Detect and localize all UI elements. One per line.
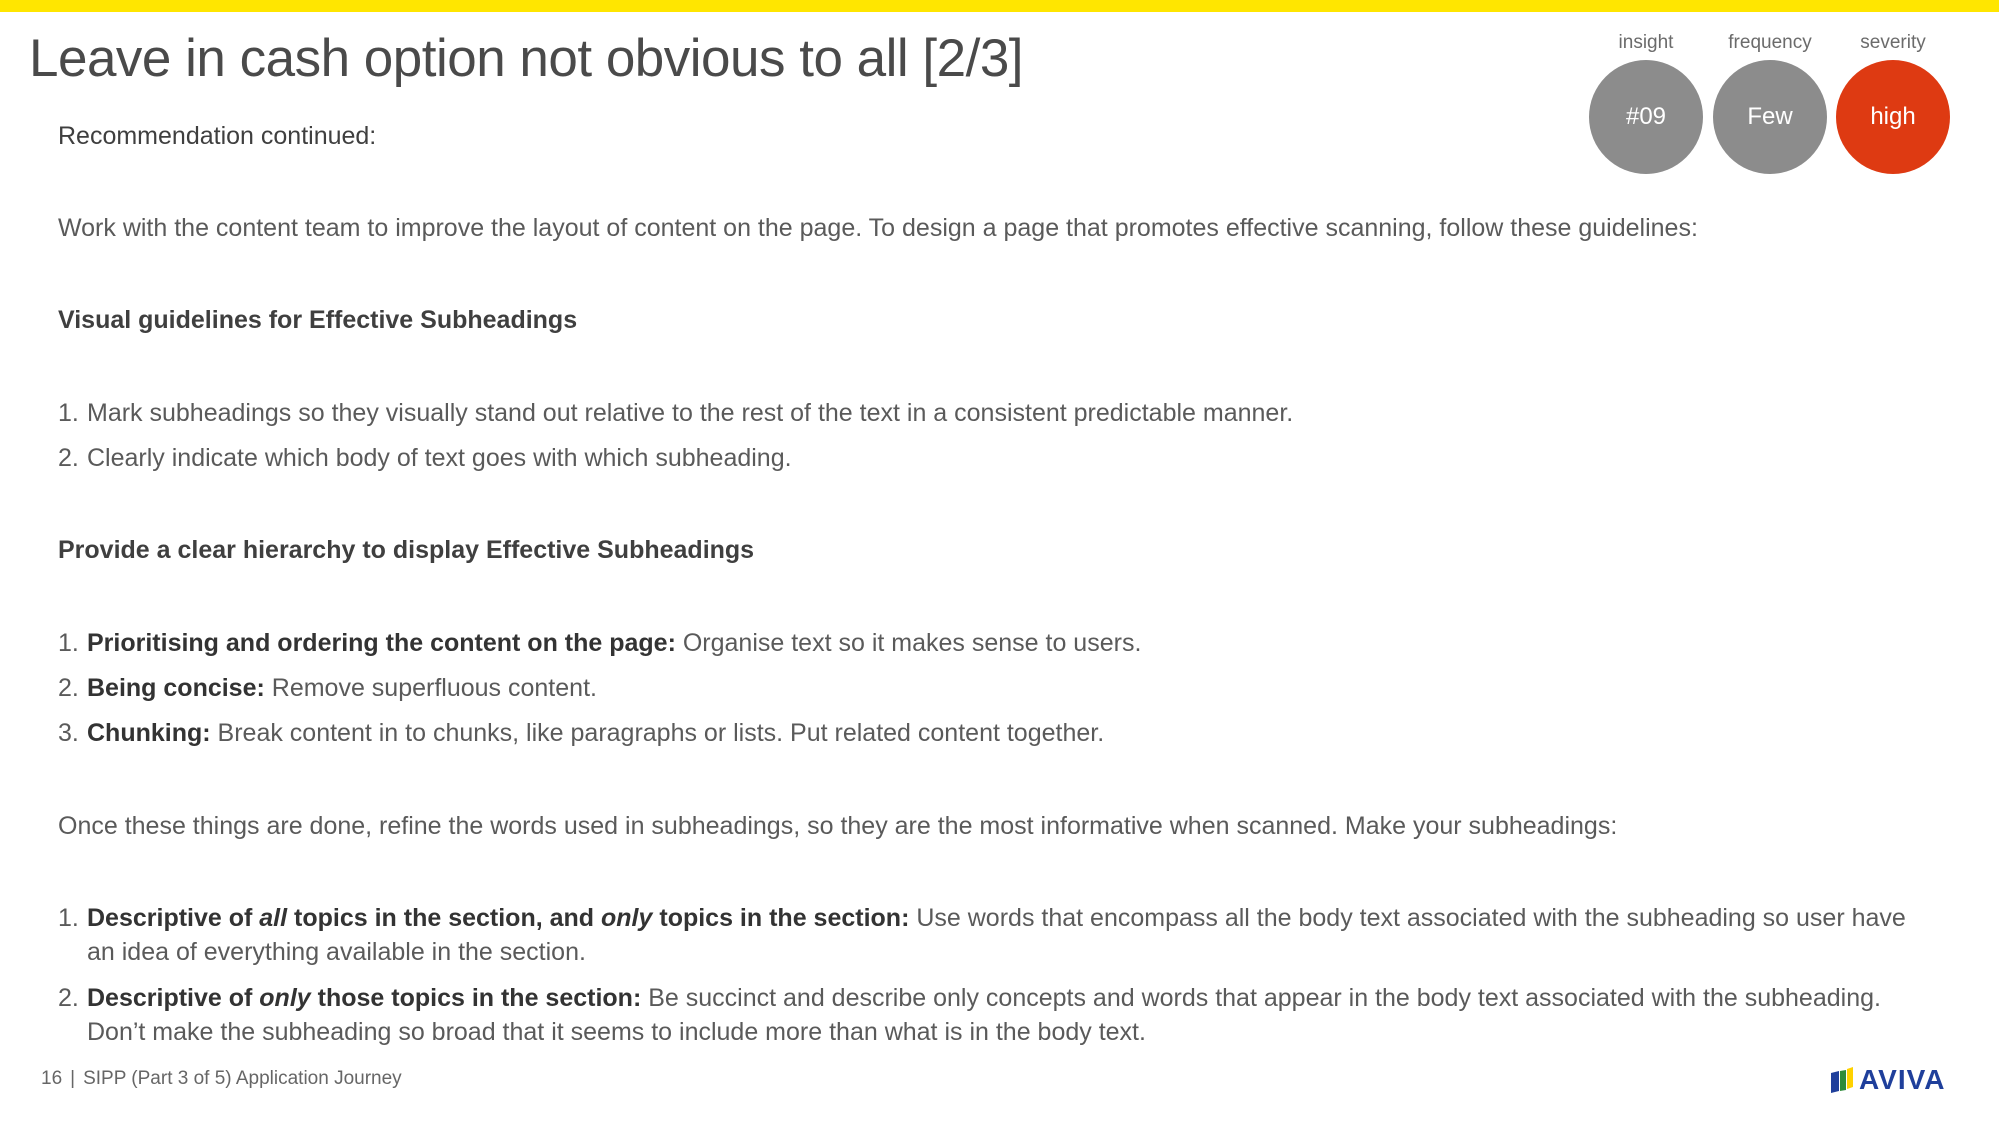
metric-severity-label: severity <box>1860 32 1926 53</box>
list-item <box>58 441 1938 476</box>
metric-insight <box>1589 30 1703 174</box>
list-text: Break content in to chunks, like paragraphs or lists. Put related content together. <box>210 719 1105 747</box>
list-item <box>58 396 1938 431</box>
list-item-label: Being concise: <box>87 674 265 702</box>
list-number: 2. <box>58 674 79 702</box>
visual-guidelines-list <box>58 396 1938 486</box>
list-number: 1. <box>58 904 79 932</box>
page-number: 16 <box>41 1068 63 1089</box>
slide-footer <box>41 1068 402 1090</box>
metric-frequency-badge: Few <box>1713 60 1827 174</box>
list-number: 2. <box>58 444 79 472</box>
list-item-label: Chunking: <box>87 719 211 747</box>
aviva-logo-text: AVIVA <box>1859 1064 1946 1095</box>
list-text: Use words that encompass all the body text associated with the subheading so user have an idea of everything available in the section. <box>87 904 1906 966</box>
list-text: Remove superfluous content. <box>264 674 597 702</box>
list-item <box>58 901 1938 969</box>
hierarchy-list <box>58 626 1938 761</box>
list-item <box>58 716 1938 751</box>
metric-severity-badge: high <box>1836 60 1950 174</box>
list-item <box>58 671 1938 706</box>
subheading-rules-list <box>58 901 1938 1059</box>
list-item-label: Descriptive of all topics in the section, and only topics in the section: <box>87 904 910 932</box>
section-heading-hierarchy: Provide a clear hierarchy to display Effective Subheadings <box>58 536 755 564</box>
list-number: 1. <box>58 399 79 427</box>
list-number: 2. <box>58 984 79 1012</box>
slide-title: Leave in cash option not obvious to all [2/3] <box>29 29 1024 88</box>
top-accent-bar <box>0 0 1999 12</box>
metric-insight-label: insight <box>1618 32 1674 53</box>
aviva-logo-icon <box>1831 1067 1853 1093</box>
outro-paragraph: Once these things are done, refine the words used in subheadings, so they are the most informative when scanned. Make your subheadings: <box>58 812 1618 840</box>
list-text: Organise text so it makes sense to users. <box>675 629 1142 657</box>
list-text: Be succinct and describe only concepts and words that appear in the body text associated with the subheading. Don’t make the subheading so broad that it seems to include more than what is in the body text. <box>87 984 1881 1046</box>
list-item-label: Descriptive of only those topics in the section: <box>87 984 642 1012</box>
metric-frequency-label: frequency <box>1728 32 1812 53</box>
metric-insight-badge: #09 <box>1589 60 1703 174</box>
list-item <box>58 626 1938 661</box>
metric-frequency <box>1713 30 1827 174</box>
list-item-label: Prioritising and ordering the content on the page: <box>87 629 676 657</box>
list-item <box>58 981 1938 1049</box>
list-number: 3. <box>58 719 79 747</box>
list-text: Mark subheadings so they visually stand out relative to the rest of the text in a consistent predictable manner. <box>87 399 1294 427</box>
aviva-logo <box>1831 1064 1945 1096</box>
intro-paragraph: Work with the content team to improve the layout of content on the page. To design a page that promotes effective scanning, follow these guidelines: <box>58 214 1698 242</box>
list-text: Clearly indicate which body of text goes with which subheading. <box>87 444 792 472</box>
section-heading-visual: Visual guidelines for Effective Subheadings <box>58 306 578 334</box>
metric-severity <box>1836 30 1950 174</box>
list-number: 1. <box>58 629 79 657</box>
recommendation-subtitle: Recommendation continued: <box>58 122 377 150</box>
footer-separator: | <box>70 1068 76 1089</box>
document-title: SIPP (Part 3 of 5) Application Journey <box>83 1068 402 1089</box>
